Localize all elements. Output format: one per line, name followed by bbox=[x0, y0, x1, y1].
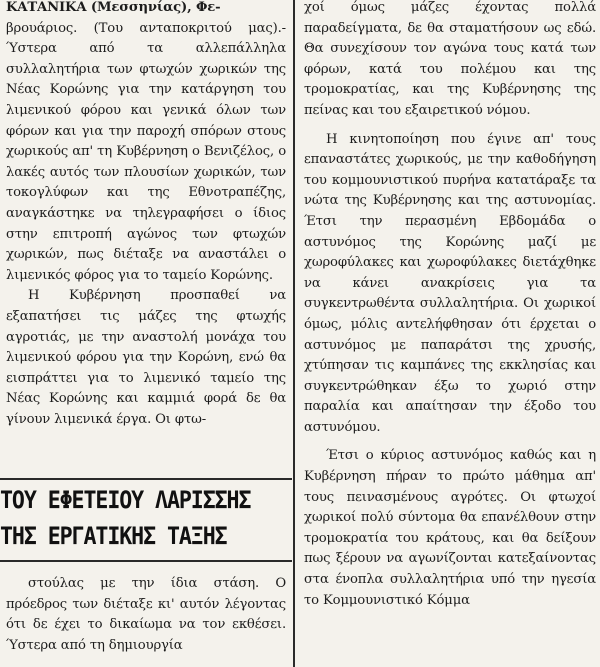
article-paragraph-2: Η Κυβέρνηση προσπαθεί να εξαπατήσει τις μάζες της φτωχής αγροτιάς, με την αναστολή μονάχα του λιμενικού φόρου για την Κορώνη, ενώ θα εισπράττει για το λιμενικό ταμείο της Νέας Κορώνης και καμμιά φορά δε θα γίνουν λιμενικά έργα. Οι φτω- bbox=[6, 288, 286, 427]
left-lower-article bbox=[6, 574, 286, 656]
headline-bottom-rule bbox=[0, 560, 292, 562]
right-paragraph-2: Η κινητοποίηση που έγινε απ' τους επαναστάτες χωρικούς, με την καθοδήγηση του κομμουνιστικού πυρήνα κατατάραξε τα νώτα της Κυβέρνησης και της αστυνομίας. Έτσι την περασμένη Εβδομάδα ο αστυνόμος της Κορώνης μαζί με χωροφύλακες και χωροφύλακες διετάχθηκε να κάνει ανακρίσεις για τα συγκεντρωθέντα συλλαλητήρια. Οι χωρικοί όμως, μόλις αντελήφθησαν ότι έρχεται ο αστυνόμος με παπαράτσι της χρυσής, χτύπησαν τις καμπάνες της εκκλησίας και συγκεντρώθηκαν έξω το χωριό στην παραλία και απαίτησαν την έξοδο του αστυνόμου. bbox=[304, 131, 596, 435]
right-column-article bbox=[304, 0, 596, 611]
right-paragraph-1: χοί όμως μάζες έχοντας πολλά παραδείγματα, δε θα σταματήσουν ως εδώ. Θα συνεχίσουν τον αγώνα τους κατά των φόρων, κατά του πολέμου και της τρομοκρατίας, και της Κυβέρνησης της πείνας και του εξαιρετικού νόμου. bbox=[304, 0, 596, 118]
left-column-article bbox=[6, 0, 286, 430]
article-paragraph-1: βρουάριος. (Του ανταποκριτού μας).- Ύστερα από τα αλλεπάλληλα συλλαλητήρια των φτωχών χωρικών της Νέας Κορώνης για την κατάργηση του λιμενικού φόρου και γενικά όλων των φόρων και για την παροχή σπόρων στους χωρικούς απ' τη Κυβέρνηση ο Βενιζέλος, ο λακές αυτός των πλουσίων χωρικών, των τοκογλύφων και της Εθνοτραπέζης, αναγκάστηκε να τηλεγραφήσει ο ίδιος στην επιτροπή αγώνος των φτωχών χωρικών, πως διέταξε να αναστάλει ο λιμενικός φόρος για το ταμείο Κορώνης. bbox=[6, 20, 286, 283]
column-divider bbox=[293, 0, 295, 667]
right-paragraph-3: Έτσι ο κύριος αστυνόμος καθώς και η Κυβέρνηση πήραν το πρώτο μάθημα απ' τους πεινασμένους αγρότες. Οι φτωχοί χωρικοί πολύ σύντομα θα επανέλθουν στην τρομοκρατία του κράτους, και θα δείξουν πως ξέρουν να αγωνίζονται κατεξαίνοντας στα ένοπλα συλλαλητήρια υπό την ηγεσία το Κομμουνιστικό Κόμμα bbox=[304, 448, 596, 608]
headline-line-2: ΤΗΣ ΕΡΓΑΤΙΚΗΣ ΤΑΞΗΣ bbox=[0, 522, 227, 550]
headline-top-rule bbox=[0, 478, 292, 480]
headline-line-1: ΤΟΥ ΕΦΕΤΕΙΟΥ ΛΑΡΙΣΣΗΣ bbox=[0, 486, 251, 514]
lower-article-paragraph: στούλας με την ίδια στάση. Ο πρόεδρος των διέταξε κι' αυτόν λέγοντας ότι δε έχει το δικαίωμα να τον εκθέσει. Ύστερα από τη δημιουργία bbox=[6, 576, 286, 653]
article-dateline: ΚΑΤΑΝΙΚΑ (Μεσσηνίας), Φε- bbox=[6, 0, 221, 15]
